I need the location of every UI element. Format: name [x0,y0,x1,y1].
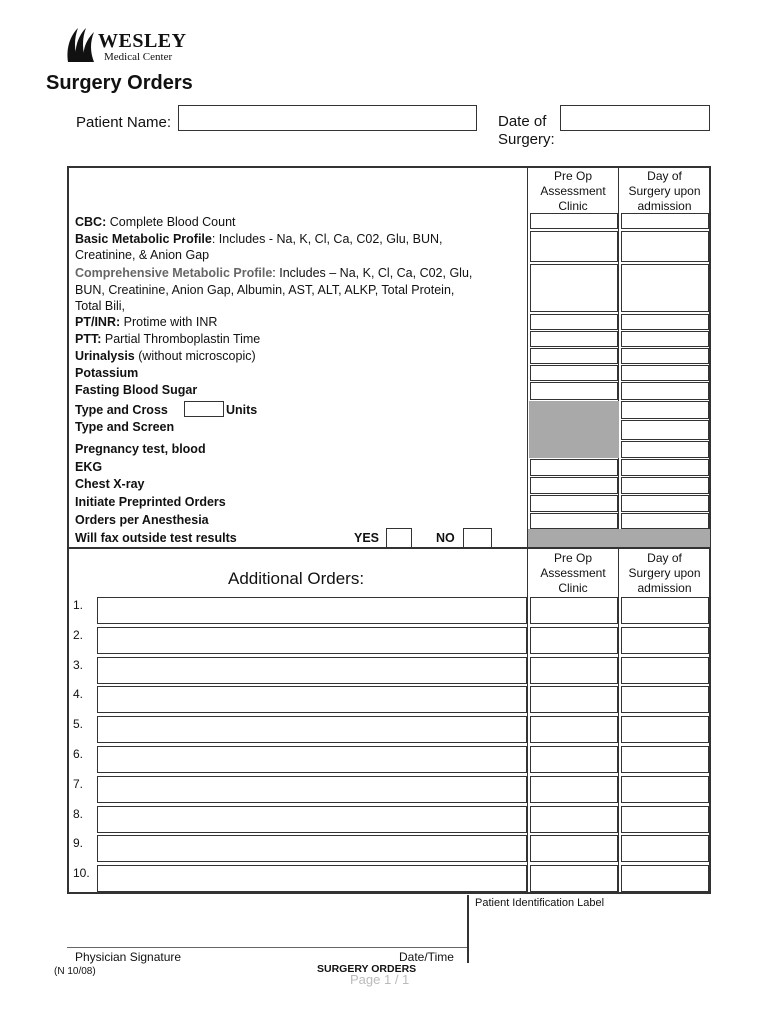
dayof-header-bottom-line3: admission [637,581,692,595]
dayof-ptinr-checkbox[interactable] [621,314,709,330]
test-cbc-text: Complete Blood Count [106,215,236,229]
test-cmp-line2: BUN, Creatinine, Anion Gap, Albumin, AST, ALT, ALKP, Total Protein, [75,283,455,297]
test-ekg: EKG [75,460,103,474]
order-dayof-checkbox[interactable] [621,716,709,743]
order-dayof-checkbox[interactable] [621,597,709,624]
preop-cbc-checkbox[interactable] [530,213,618,229]
order-preop-checkbox[interactable] [530,746,618,773]
order-preop-checkbox[interactable] [530,627,618,654]
order-number: 3. [73,657,84,672]
preop-urinalysis-checkbox[interactable] [530,348,618,364]
patient-label-divider [467,895,469,963]
test-fasting-blood-sugar: Fasting Blood Sugar [75,383,198,397]
order-number: 5. [73,717,84,732]
preop-type-blocked [529,401,619,458]
test-ptinr [75,314,217,330]
dayof-header-bottom [619,551,710,596]
page-number: Page 1 / 1 [350,972,410,987]
physician-signature-label: Physician Signature [75,950,182,964]
fax-yes-checkbox[interactable] [386,528,412,548]
order-number: 7. [73,776,84,791]
preop-header-bottom [528,551,618,596]
dayof-anesthesia-checkbox[interactable] [621,513,709,529]
test-bmp-line2: Creatinine, & Anion Gap [75,248,210,262]
page-title: Surgery Orders [46,72,193,94]
test-cbc [75,214,236,230]
dayof-header-line1: Day of [647,169,682,183]
order-number: 2. [73,627,84,642]
order-preop-checkbox[interactable] [530,686,618,713]
dayof-potassium-checkbox[interactable] [621,365,709,381]
preop-ptinr-checkbox[interactable] [530,314,618,330]
preop-header-line3: Clinic [558,199,588,213]
test-bmp-bold: Basic Metabolic Profile [75,232,212,246]
order-number: 6. [73,747,84,761]
order-number: 4. [73,687,84,702]
preop-fbs-checkbox[interactable] [530,382,618,400]
order-preop-checkbox[interactable] [530,865,618,892]
fax-results-label: Will fax outside test results [75,531,237,545]
date-of-surgery-field[interactable] [560,105,710,131]
preop-header-bottom-line3: Clinic [558,581,588,595]
test-urinalysis-text: (without microscopic) [134,349,256,363]
order-dayof-checkbox[interactable] [621,657,709,684]
order-number: 9. [73,836,84,851]
preop-cmp-checkbox[interactable] [530,264,618,312]
units-field[interactable] [184,401,224,417]
fax-no-label: NO [436,531,455,545]
order-dayof-checkbox[interactable] [621,746,709,773]
fax-no-checkbox[interactable] [463,528,492,548]
dayof-cbc-checkbox[interactable] [621,213,709,229]
logo [64,26,187,66]
preop-bmp-checkbox[interactable] [530,231,618,262]
test-type-and-cross: Type and Cross [75,403,168,417]
order-text-field[interactable] [97,686,527,713]
test-ptt-text: Partial Thromboplastin Time [101,332,261,346]
signature-line [67,947,467,948]
order-dayof-checkbox[interactable] [621,627,709,654]
order-text-field[interactable] [97,716,527,743]
order-text-field[interactable] [97,806,527,833]
test-ptinr-text: Protime with INR [120,315,218,329]
test-bmp [75,231,443,247]
order-preop-checkbox[interactable] [530,806,618,833]
test-type-and-screen: Type and Screen [75,420,175,434]
logo-subtitle: Medical Center [104,51,173,63]
order-text-field[interactable] [97,776,527,803]
test-cmp-text-1: : Includes – Na, K, Cl, Ca, C02, Glu, [272,266,473,280]
test-cmp-line3: Total Bili, [75,299,126,313]
preop-anesthesia-checkbox[interactable] [530,513,618,529]
dayof-pregnancy-checkbox[interactable] [621,441,709,458]
order-text-field[interactable] [97,865,527,892]
order-preop-checkbox[interactable] [530,716,618,743]
preop-potassium-checkbox[interactable] [530,365,618,381]
order-number: 1. [73,598,84,612]
test-cmp-bold: Comprehensive Metabolic Profile [75,266,273,280]
dayof-cxr-checkbox[interactable] [621,477,709,494]
wesley-logo-icon [64,26,100,64]
order-preop-checkbox[interactable] [530,776,618,803]
units-label: Units [226,403,258,417]
order-dayof-checkbox[interactable] [621,806,709,833]
order-preop-checkbox[interactable] [530,835,618,862]
order-preop-checkbox[interactable] [530,657,618,684]
preop-ekg-checkbox[interactable] [530,459,618,476]
test-cmp [75,265,472,281]
dayof-header-bottom-line2: Surgery upon [628,566,701,580]
dayof-ekg-checkbox[interactable] [621,459,709,476]
dayof-preprinted-checkbox[interactable] [621,495,709,512]
order-text-field[interactable] [97,835,527,862]
preop-ptt-checkbox[interactable] [530,331,618,347]
order-preop-checkbox[interactable] [530,597,618,624]
test-chest-xray: Chest X-ray [75,477,145,491]
test-urinalysis-bold: Urinalysis [75,349,135,363]
test-ptt-bold: PTT: [75,332,102,346]
date-of-surgery-label-1: Date of [498,113,547,130]
order-text-field[interactable] [97,746,527,773]
dayof-header-line3: admission [637,199,692,213]
test-preprinted-orders: Initiate Preprinted Orders [75,495,226,509]
fax-yes-label: YES [354,531,380,545]
logo-name: WESLEY [98,30,187,52]
preop-cxr-checkbox[interactable] [530,477,618,494]
order-number: 10. [73,866,90,881]
preop-header [528,169,618,214]
test-urinalysis [75,348,256,364]
patient-identification-label: Patient Identification Label [475,897,605,909]
dayof-urinalysis-checkbox[interactable] [621,348,709,364]
form-title: SURGERY ORDERS [317,963,417,975]
patient-name-field[interactable] [178,105,477,131]
dayof-fbs-checkbox[interactable] [621,382,709,400]
order-number: 8. [73,806,84,821]
date-of-surgery-label-2: Surgery: [498,131,555,148]
order-dayof-checkbox[interactable] [621,686,709,713]
dayof-header-line2: Surgery upon [628,184,701,198]
dayof-ptt-checkbox[interactable] [621,331,709,347]
order-dayof-checkbox[interactable] [621,776,709,803]
test-orders-per-anesthesia: Orders per Anesthesia [75,513,209,527]
order-text-field[interactable] [97,627,527,654]
dayof-cmp-checkbox[interactable] [621,264,709,312]
preop-header-line2: Assessment [540,184,606,198]
test-potassium: Potassium [75,366,139,380]
test-ptt [75,331,260,347]
test-bmp-text-1: : Includes - Na, K, Cl, Ca, C02, Glu, BUN, [211,232,443,246]
test-ptinr-bold: PT/INR: [75,315,121,329]
order-dayof-checkbox[interactable] [621,835,709,862]
preop-header-bottom-line1: Pre Op [553,551,592,565]
preop-preprinted-checkbox[interactable] [530,495,618,512]
order-text-field[interactable] [97,657,527,684]
dayof-bmp-checkbox[interactable] [621,231,709,262]
test-cbc-bold: CBC: [75,215,107,229]
test-pregnancy: Pregnancy test, blood [75,442,206,456]
dayof-header-bottom-line1: Day of [647,551,682,565]
preop-header-line1: Pre Op [553,169,592,183]
preop-header-bottom-line2: Assessment [540,566,606,580]
patient-name-label: Patient Name: [76,114,172,131]
dayof-type-cross-checkbox[interactable] [621,401,709,419]
order-dayof-checkbox[interactable] [621,865,709,892]
form-number: (N 10/08) [54,966,96,977]
dayof-header [619,169,710,214]
dayof-type-screen-checkbox[interactable] [621,420,709,440]
order-text-field[interactable] [97,597,527,624]
additional-orders-title: Additional Orders: [228,569,365,588]
date-time-label: Date/Time [399,950,454,964]
fax-row-blocked [528,529,710,547]
